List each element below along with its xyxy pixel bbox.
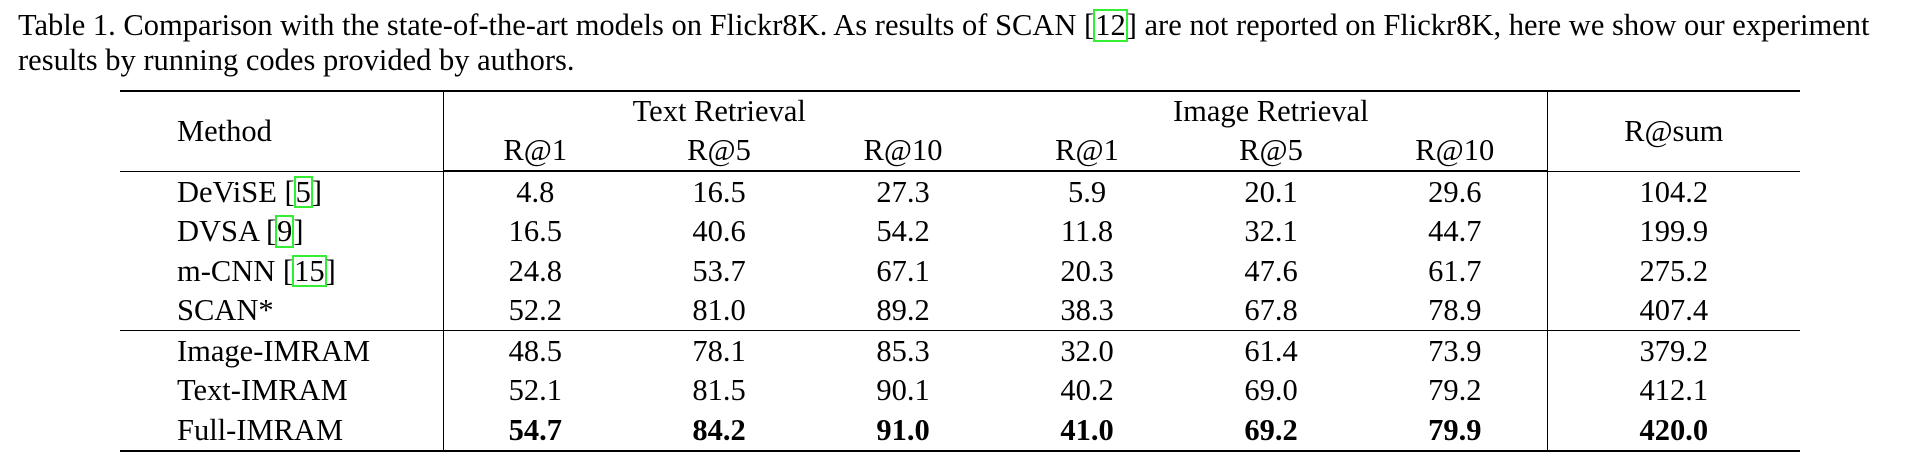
cell-value: 41.0 bbox=[995, 410, 1179, 451]
header-rsum: R@sum bbox=[1547, 91, 1800, 171]
comparison-table bbox=[120, 90, 1800, 452]
cell-value: 379.2 bbox=[1639, 333, 1709, 368]
cell-value: 85.3 bbox=[876, 333, 930, 368]
cell-value: 79.9 bbox=[1363, 410, 1547, 451]
cell-value: 275.2 bbox=[1639, 253, 1709, 288]
cell-value: 90.1 bbox=[876, 373, 930, 407]
header-text-r5: R@5 bbox=[627, 130, 811, 171]
table-row-best bbox=[120, 410, 1800, 451]
caption-text-prefix: Table 1. Comparison with the state-of-the-art models on Flickr8K. As results of SCAN [ bbox=[18, 8, 1095, 42]
method-name: Full-IMRAM bbox=[120, 410, 443, 451]
cell-value: 89.2 bbox=[811, 291, 995, 331]
citation-link[interactable]: 15 bbox=[294, 253, 325, 288]
cell-value: 24.8 bbox=[508, 253, 562, 288]
cell-value: 40.6 bbox=[692, 214, 746, 248]
header-image-r10: R@10 bbox=[1363, 130, 1547, 171]
cell-value: 48.5 bbox=[508, 333, 562, 368]
cell-value: 67.8 bbox=[1179, 291, 1363, 331]
cell-value: 69.0 bbox=[1244, 373, 1298, 407]
comparison-table-wrapper bbox=[120, 90, 1800, 452]
cell-value: 69.2 bbox=[1179, 410, 1363, 451]
cell-value: 32.0 bbox=[1060, 333, 1114, 368]
cell-value: 67.1 bbox=[876, 253, 930, 288]
table-row bbox=[120, 251, 1800, 291]
cell-value: 40.2 bbox=[1060, 373, 1114, 407]
header-method: Method bbox=[120, 91, 443, 171]
method-name: SCAN* bbox=[120, 291, 443, 331]
table-caption bbox=[18, 8, 1898, 78]
caption-citation-link[interactable]: 12 bbox=[1095, 8, 1126, 42]
cell-value: 79.2 bbox=[1363, 371, 1547, 411]
method-name: DVSA [9] bbox=[120, 212, 443, 252]
cell-value: 53.7 bbox=[692, 253, 746, 288]
method-name: Text-IMRAM bbox=[120, 371, 443, 411]
cell-value: 16.5 bbox=[508, 214, 562, 248]
cell-value: 412.1 bbox=[1639, 373, 1709, 407]
table-row bbox=[120, 331, 1800, 371]
table-row bbox=[120, 371, 1800, 411]
method-name: Image-IMRAM bbox=[120, 331, 443, 371]
header-image-retrieval: Image Retrieval bbox=[995, 91, 1547, 130]
cell-value: 61.7 bbox=[1363, 251, 1547, 291]
cell-value: 420.0 bbox=[1547, 410, 1800, 451]
cell-value: 16.5 bbox=[692, 174, 746, 209]
cell-value: 20.3 bbox=[1060, 253, 1114, 288]
cell-value: 4.8 bbox=[516, 174, 555, 209]
caption-text-suffix: ] are not reported on Flickr8K, here we show our experiment results by running codes provided by authors. bbox=[18, 8, 1870, 77]
cell-value: 78.1 bbox=[692, 333, 746, 368]
cell-value: 38.3 bbox=[995, 291, 1179, 331]
cell-value: 81.5 bbox=[692, 373, 746, 407]
table-row bbox=[120, 212, 1800, 252]
cell-value: 407.4 bbox=[1547, 291, 1800, 331]
cell-value: 78.9 bbox=[1363, 291, 1547, 331]
table-row bbox=[120, 291, 1800, 331]
cell-value: 54.7 bbox=[443, 410, 627, 451]
cell-value: 81.0 bbox=[627, 291, 811, 331]
header-text-r1: R@1 bbox=[443, 130, 627, 171]
cell-value: 29.6 bbox=[1363, 172, 1547, 212]
header-image-r1: R@1 bbox=[995, 130, 1179, 171]
cell-value: 11.8 bbox=[1060, 214, 1114, 248]
cell-value: 61.4 bbox=[1244, 333, 1298, 368]
cell-value: 84.2 bbox=[627, 410, 811, 451]
cell-value: 20.1 bbox=[1244, 174, 1298, 209]
cell-value: 27.3 bbox=[876, 174, 930, 209]
citation-link[interactable]: 9 bbox=[277, 214, 293, 248]
cell-value: 73.9 bbox=[1363, 331, 1547, 371]
cell-value: 52.2 bbox=[443, 291, 627, 331]
method-name: m-CNN [15] bbox=[120, 251, 443, 291]
method-name: DeViSE [5] bbox=[120, 172, 443, 212]
cell-value: 32.1 bbox=[1244, 214, 1298, 248]
cell-value: 5.9 bbox=[1067, 174, 1107, 209]
citation-link[interactable]: 5 bbox=[295, 174, 311, 209]
cell-value: 47.6 bbox=[1244, 253, 1298, 288]
header-text-r10: R@10 bbox=[811, 130, 995, 171]
cell-value: 54.2 bbox=[876, 214, 930, 248]
cell-value: 91.0 bbox=[811, 410, 995, 451]
table-row bbox=[120, 172, 1800, 212]
cell-value: 104.2 bbox=[1639, 174, 1709, 209]
header-text-retrieval: Text Retrieval bbox=[443, 91, 995, 130]
header-image-r5: R@5 bbox=[1179, 130, 1363, 171]
cell-value: 52.1 bbox=[508, 373, 562, 407]
cell-value: 44.7 bbox=[1363, 212, 1547, 252]
cell-value: 199.9 bbox=[1639, 214, 1709, 248]
